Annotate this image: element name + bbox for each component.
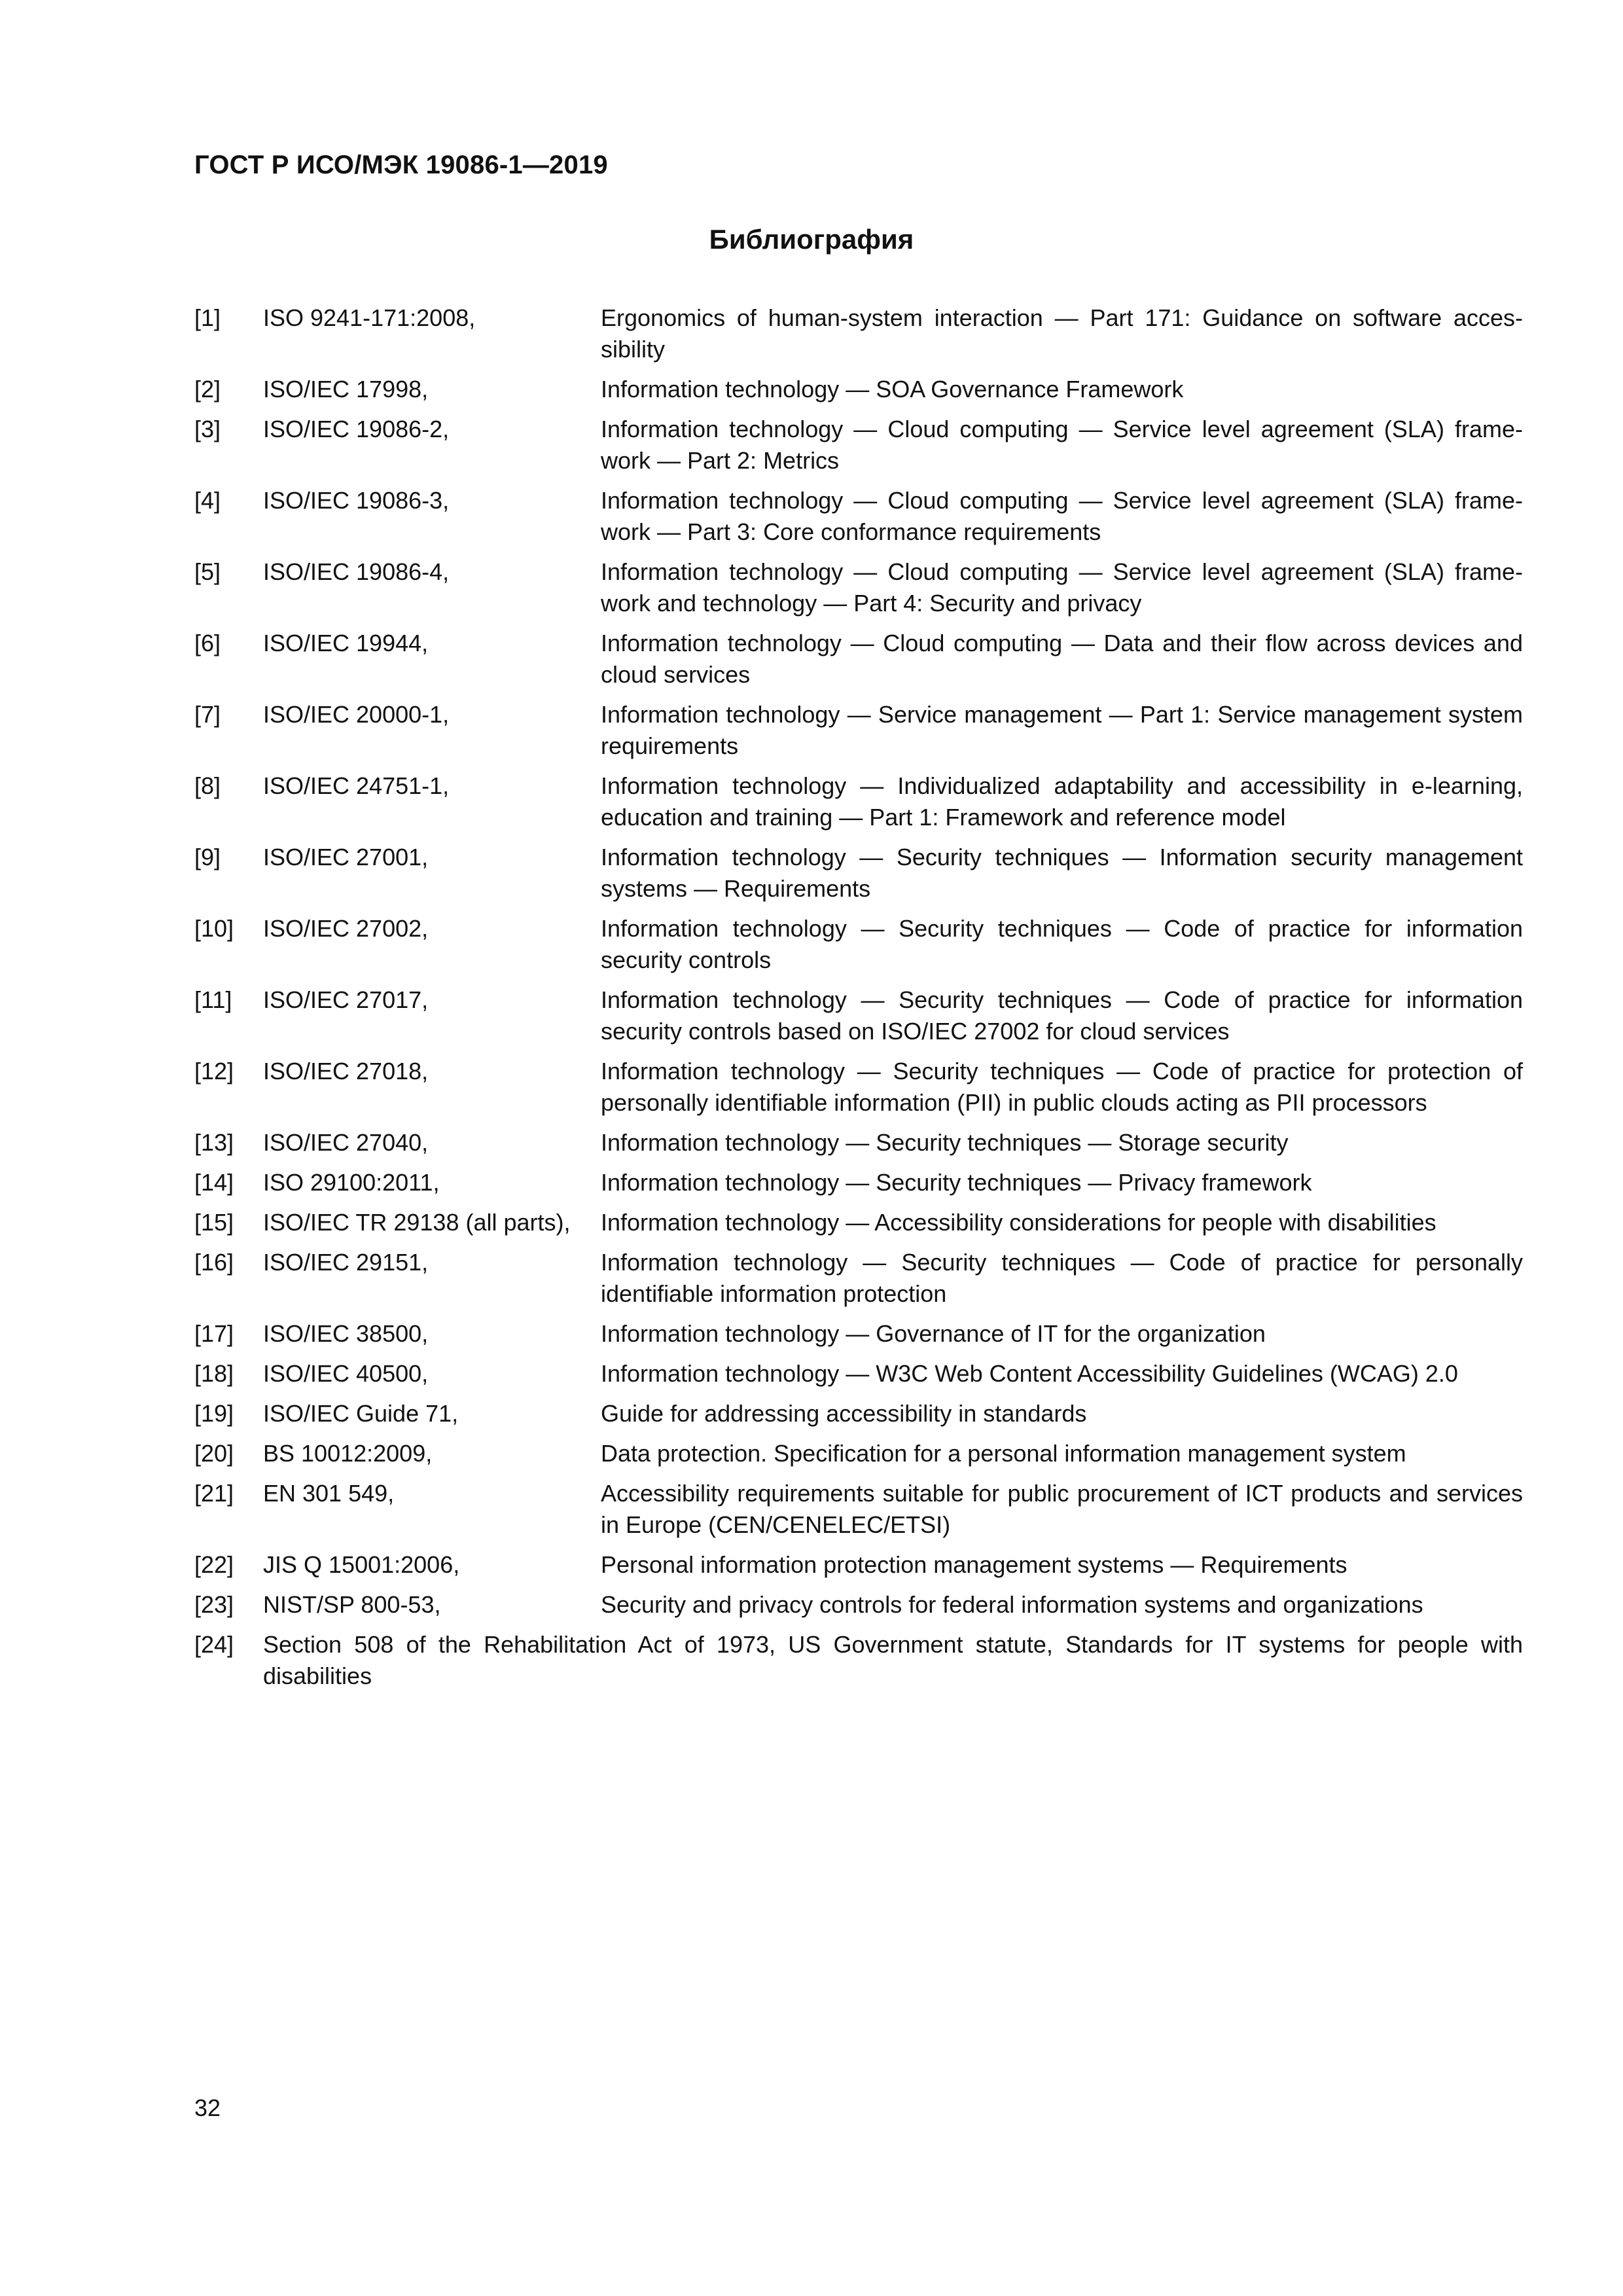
entry-title: Information technology — Security techniques — Code of practice for personally identifiable information protection [601, 1249, 1523, 1307]
entry-reference: BS 10012:2009, [263, 1440, 433, 1467]
entry-reference: ISO/IEC 27040, [263, 1129, 429, 1156]
entry-title: Information technology — Cloud computing — Service level agreement (SLA) framework — Part 3: Core conformance requirements [601, 487, 1523, 545]
entry-reference: ISO/IEC 24751-1, [263, 772, 450, 799]
bibliography-entry-16 [194, 1247, 1523, 1310]
entry-reference: ISO/IEC 20000-1, [263, 701, 450, 728]
entry-title: Guide for addressing accessibility in standards [601, 1400, 1087, 1427]
bibliography-entry-15 [194, 1207, 1523, 1238]
bibliography-entry-5 [194, 556, 1523, 619]
entry-title: Information technology — Security techniques — Code of practice for information security controls [601, 915, 1523, 973]
entry-title: Information technology — Cloud computing — Data and their flow across devices and cloud services [601, 630, 1523, 688]
entry-title: Information technology — Service management — Part 1: Service management system requirements [601, 701, 1523, 759]
bibliography-entry-21 [194, 1478, 1523, 1541]
entry-text: Section 508 of the Rehabilitation Act of 1973, US Government statute, Standards for IT systems for people with disabilities [263, 1631, 1523, 1689]
entry-number: [6] [194, 630, 221, 656]
bibliography-entry-8 [194, 770, 1523, 833]
entry-number: [19] [194, 1400, 234, 1427]
entry-number: [21] [194, 1480, 234, 1507]
entry-title: Information technology — W3C Web Content Accessibility Guidelines (WCAG) 2.0 [601, 1360, 1458, 1387]
entry-number: [14] [194, 1169, 234, 1196]
bibliography-entry-23 [194, 1589, 1523, 1621]
entry-number: [13] [194, 1129, 234, 1156]
bibliography-list [194, 302, 1523, 1700]
entry-reference: ISO/IEC 38500, [263, 1320, 429, 1347]
entry-number: [16] [194, 1249, 234, 1276]
bibliography-entry-22 [194, 1549, 1523, 1581]
entry-reference: EN 301 549, [263, 1480, 395, 1507]
bibliography-entry-18 [194, 1358, 1523, 1390]
bibliography-entry-3 [194, 414, 1523, 476]
entry-number: [22] [194, 1551, 234, 1578]
bibliography-entry-14 [194, 1167, 1523, 1198]
entry-reference: ISO/IEC 19944, [263, 630, 429, 656]
entry-reference: NIST/SP 800-53, [263, 1591, 441, 1618]
entry-reference: ISO 29100:2011, [263, 1169, 440, 1196]
entry-reference: ISO/IEC 17998, [263, 376, 429, 403]
entry-title: Information technology — Security techniques — Code of practice for information security controls based on ISO/IEC 27002 for cloud services [601, 986, 1523, 1045]
bibliography-entry-9 [194, 842, 1523, 905]
entry-number: [1] [194, 304, 221, 331]
entry-title: Personal information protection management systems — Requirements [601, 1551, 1347, 1578]
entry-number: [3] [194, 416, 221, 442]
entry-title: Information technology — Security techniques — Code of practice for protection of personally identifiable information (PII) in public clouds acting as PII processors [601, 1058, 1523, 1116]
bibliography-entry-4 [194, 485, 1523, 548]
entry-number: [17] [194, 1320, 234, 1347]
bibliography-entry-13 [194, 1127, 1523, 1158]
entry-number: [20] [194, 1440, 234, 1467]
entry-number: [11] [194, 986, 232, 1013]
entry-reference: ISO/IEC Guide 71, [263, 1400, 459, 1427]
entry-number: [23] [194, 1591, 234, 1618]
bibliography-entry-2 [194, 374, 1523, 405]
bibliography-entry-7 [194, 699, 1523, 762]
entry-reference: ISO/IEC 40500, [263, 1360, 429, 1387]
entry-reference: ISO/IEC 29151, [263, 1249, 429, 1276]
entry-number: [4] [194, 487, 221, 514]
entry-reference: JIS Q 15001:2006, [263, 1551, 460, 1578]
entry-title: Information technology — Individualized adaptability and accessibility in e-learning, education and training — Part 1: Framework and reference model [601, 772, 1523, 831]
entry-number: [18] [194, 1360, 234, 1387]
entry-title: Information technology — Security techniques — Privacy framework [601, 1169, 1312, 1196]
entry-reference: ISO 9241-171:2008, [263, 304, 476, 331]
entry-number: [9] [194, 844, 221, 870]
entry-title: Information technology — Security techniques — Storage security [601, 1129, 1289, 1156]
entry-reference: ISO/IEC 19086-3, [263, 487, 450, 514]
entry-reference: ISO/IEC 27001, [263, 844, 429, 870]
section-title: Библиография [709, 224, 914, 255]
bibliography-entry-1 [194, 302, 1523, 365]
entry-title: Security and privacy controls for federal information systems and organizations [601, 1591, 1423, 1618]
bibliography-entry-19 [194, 1398, 1523, 1429]
bibliography-entry-6 [194, 628, 1523, 691]
standard-designation: ГОСТ Р ИСО/МЭК 19086-1—2019 [194, 151, 608, 179]
entry-number: [24] [194, 1631, 234, 1658]
entry-title: Information technology — Cloud computing — Service level agreement (SLA) framework — Part 2: Metrics [601, 416, 1523, 474]
bibliography-entry-11 [194, 984, 1523, 1047]
entry-number: [7] [194, 701, 221, 728]
entry-title: Ergonomics of human-system interaction — Part 171: Guidance on software accessibility [601, 304, 1523, 363]
entry-title: Information technology — Cloud computing — Service level agreement (SLA) framework and technology — Part 4: Security and privacy [601, 558, 1523, 617]
entry-reference: ISO/IEC 19086-2, [263, 416, 450, 442]
entry-number: [10] [194, 915, 234, 942]
bibliography-entry-10 [194, 913, 1523, 976]
entry-title: Information technology — Governance of IT for the organization [601, 1320, 1266, 1347]
entry-reference: ISO/IEC TR 29138 (all parts), [263, 1209, 571, 1236]
bibliography-entry-12 [194, 1056, 1523, 1119]
entry-title: Accessibility requirements suitable for public procurement of ICT products and services in Europe (CEN/CENELEC/ETSI) [601, 1480, 1523, 1538]
entry-title: Data protection. Specification for a personal information management system [601, 1440, 1406, 1467]
entry-number: [2] [194, 376, 221, 403]
bibliography-entry-20 [194, 1438, 1523, 1469]
bibliography-entry-17 [194, 1318, 1523, 1350]
entry-number: [5] [194, 558, 221, 585]
page-number: 32 [194, 2094, 221, 2121]
bibliography-entry-24 [194, 1629, 1523, 1692]
entry-number: [8] [194, 772, 221, 799]
entry-title: Information technology — Accessibility considerations for people with disabilities [601, 1209, 1436, 1236]
entry-title: Information technology — Security techniques — Information security management systems — Requirements [601, 844, 1523, 902]
entry-number: [15] [194, 1209, 234, 1236]
entry-title: Information technology — SOA Governance Framework [601, 376, 1184, 403]
entry-reference: ISO/IEC 27002, [263, 915, 429, 942]
entry-reference: ISO/IEC 27018, [263, 1058, 429, 1085]
entry-reference: ISO/IEC 27017, [263, 986, 429, 1013]
entry-reference: ISO/IEC 19086-4, [263, 558, 450, 585]
entry-number: [12] [194, 1058, 234, 1085]
